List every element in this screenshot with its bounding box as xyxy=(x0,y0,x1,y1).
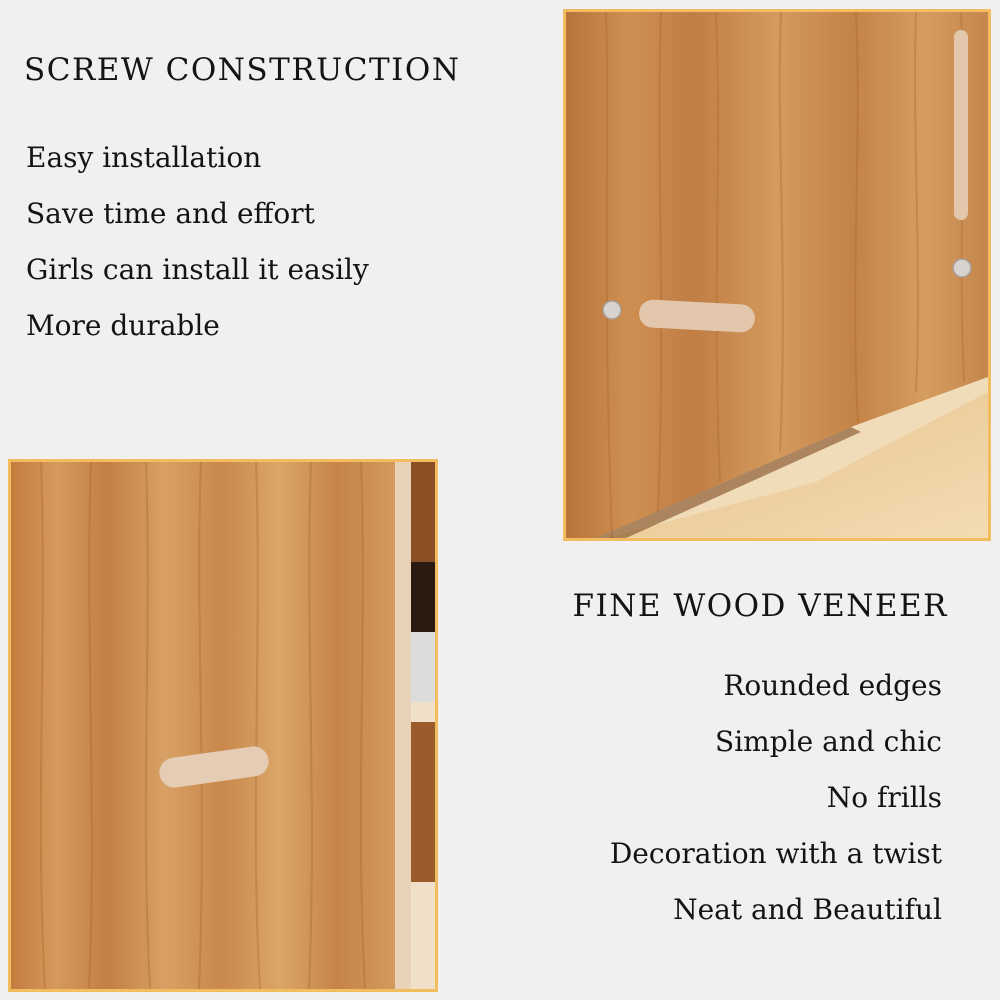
list-item: Girls can install it easily xyxy=(26,253,369,286)
list-item: Decoration with a twist xyxy=(609,837,942,870)
list-item: Save time and effort xyxy=(26,197,315,230)
list-item: Rounded edges xyxy=(723,669,942,702)
list-item: Neat and Beautiful xyxy=(673,893,942,926)
list-item: More durable xyxy=(26,309,220,342)
list-item: Easy installation xyxy=(26,141,262,174)
wood-veneer-panel-image xyxy=(11,462,435,989)
screw-feature-list xyxy=(26,130,369,354)
screw-detail-photo xyxy=(563,9,991,541)
fine-wood-veneer-heading: FINE WOOD VENEER xyxy=(572,588,948,624)
list-item: Simple and chic xyxy=(715,725,942,758)
screw-construction-heading: SCREW CONSTRUCTION xyxy=(24,52,461,88)
list-item: No frills xyxy=(826,781,942,814)
wood-veneer-detail-photo xyxy=(8,459,438,992)
veneer-feature-list xyxy=(610,658,942,938)
wood-panel-screws-image xyxy=(566,12,988,538)
